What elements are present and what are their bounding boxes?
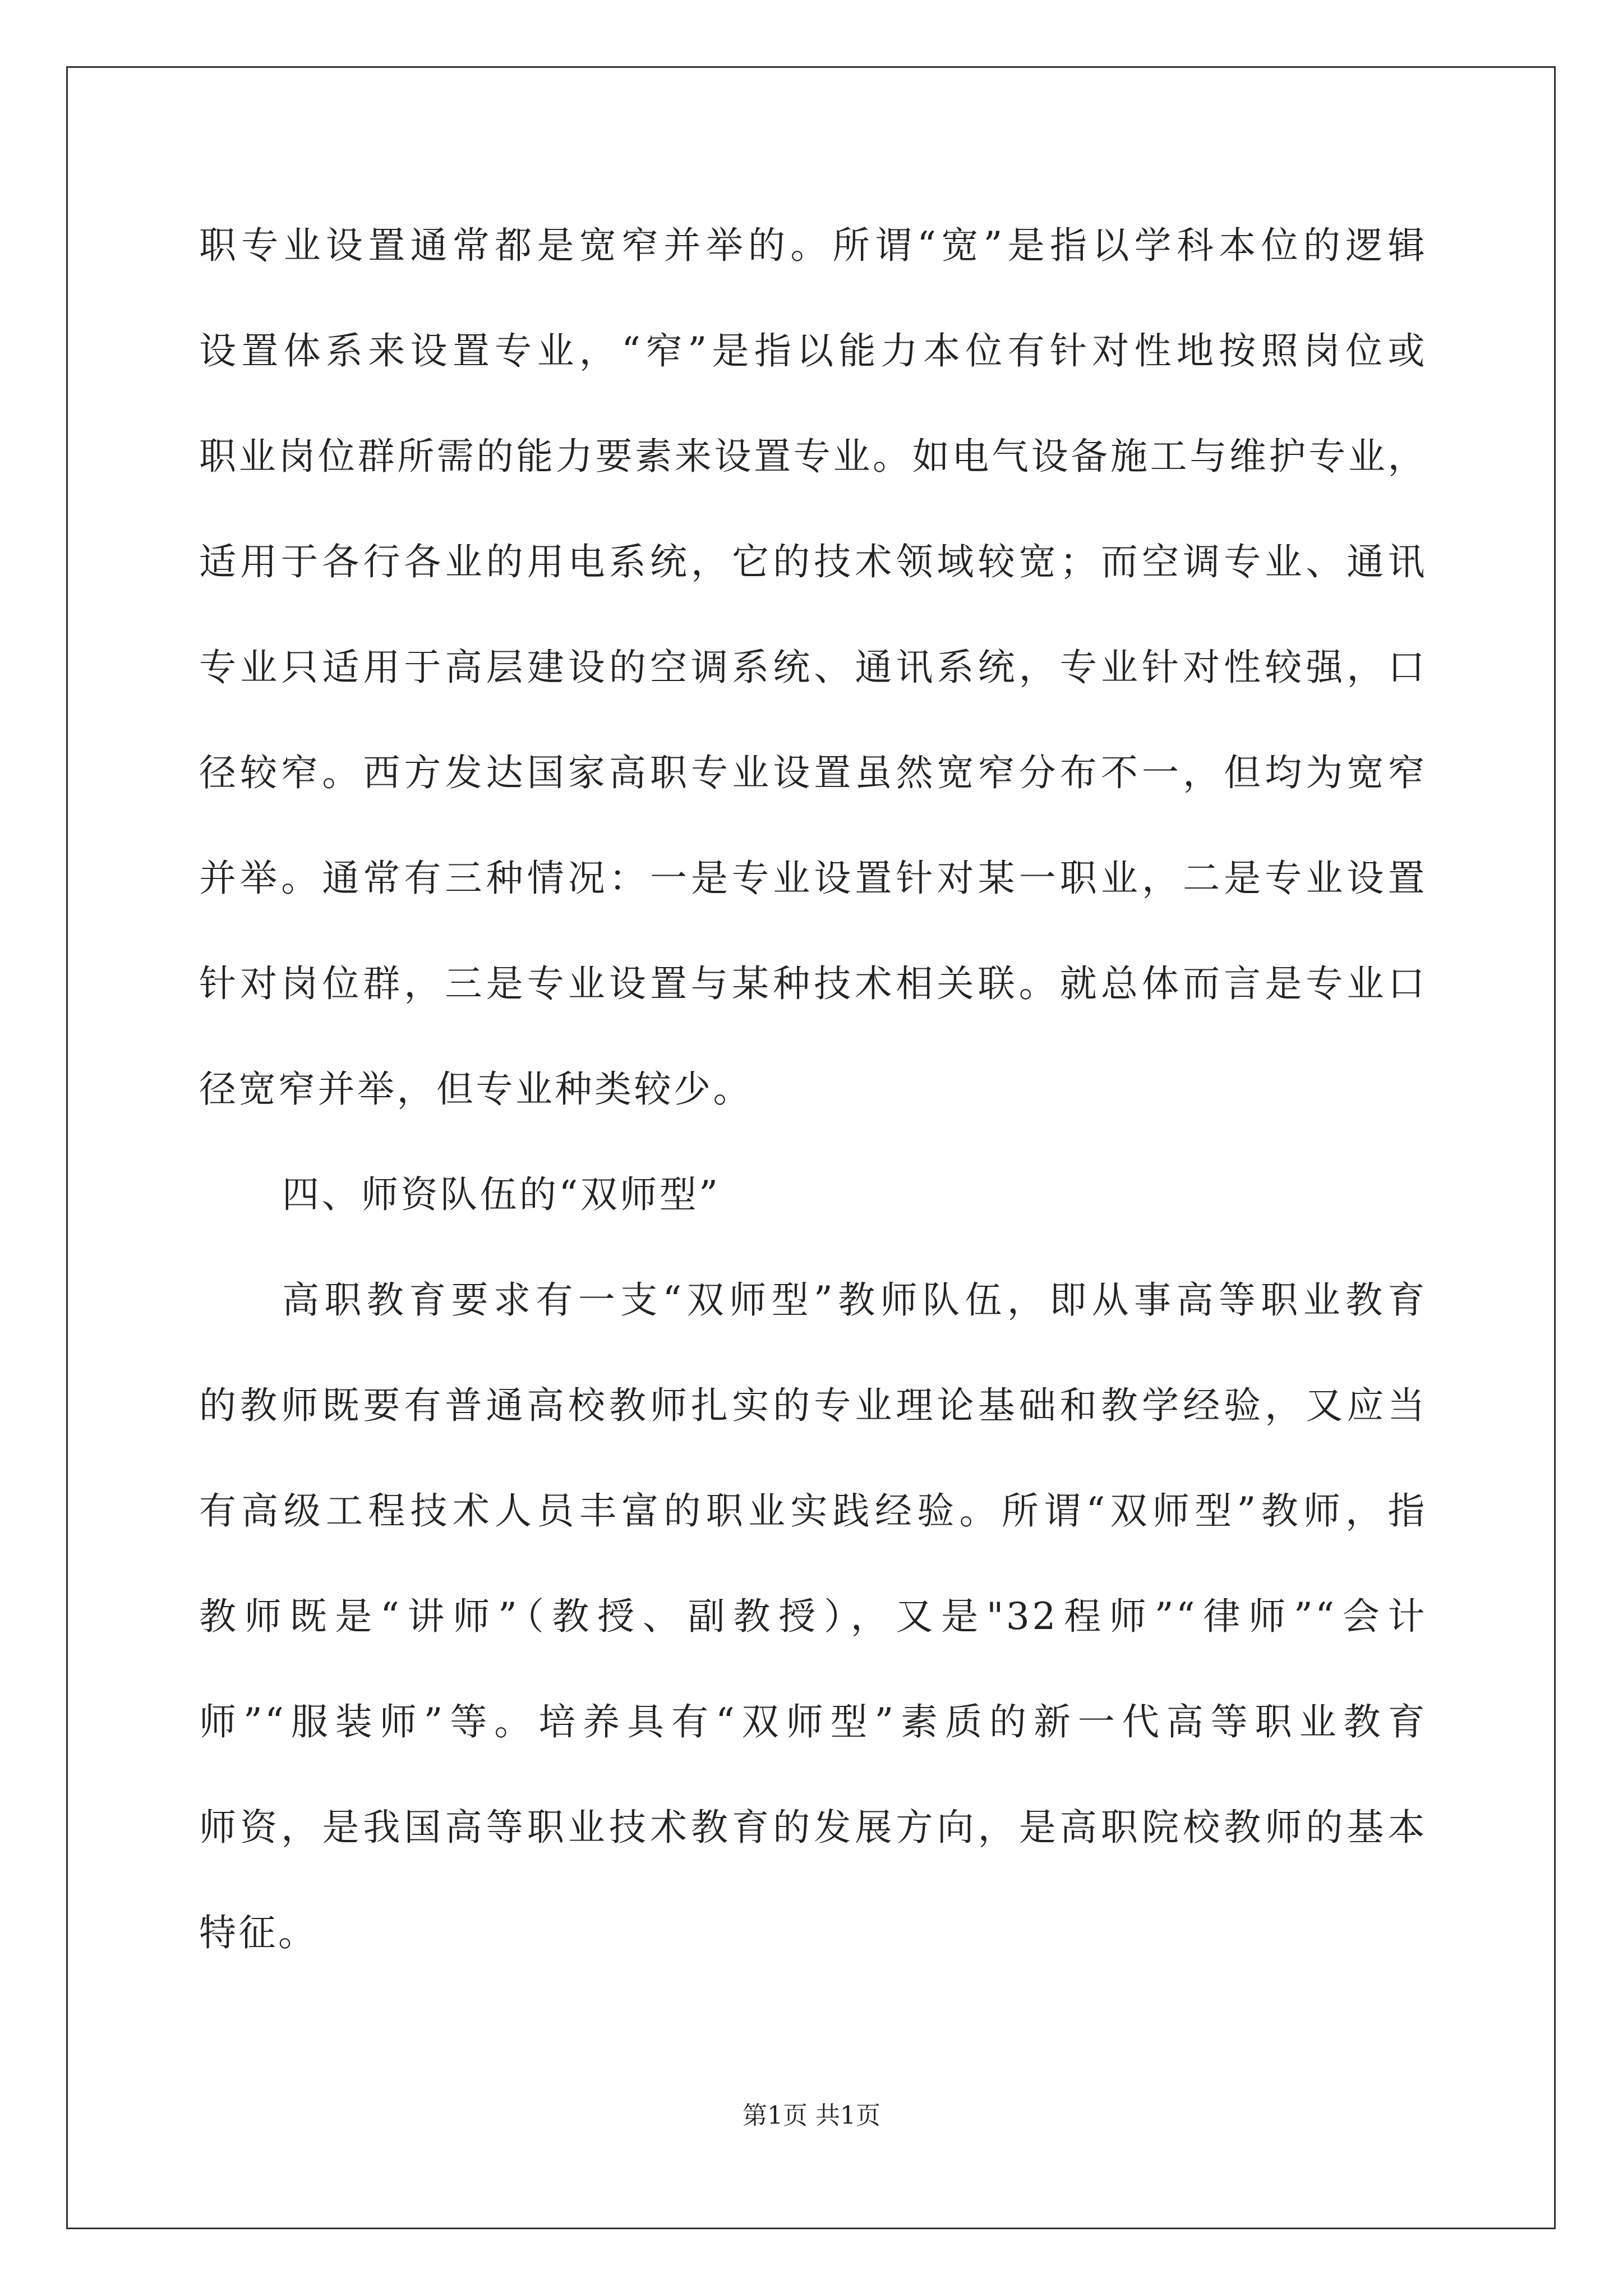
text-line: 的教师既要有普通高校教师扎实的专业理论基础和教学经验，又应当 xyxy=(199,1384,1427,1427)
text-line: 师资，是我国高等职业技术教育的发展方向，是高职院校教师的基本 xyxy=(199,1806,1427,1849)
text-line: 径较窄。西方发达国家高职专业设置虽然宽窄分布不一，但均为宽窄 xyxy=(199,751,1427,794)
text-line: 师”“服装师”等。培养具有“双师型”素质的新一代高等职业教育 xyxy=(199,1700,1427,1743)
text-line: 职专业设置通常都是宽窄并举的。所谓“宽”是指以学科本位的逻辑 xyxy=(199,224,1427,267)
text-line: 特征。 xyxy=(199,1911,318,1954)
text-line: 有高级工程技术人员丰富的职业实践经验。所谓“双师型”教师，指 xyxy=(199,1489,1427,1533)
paragraph-start-line: 四、师资队伍的“双师型” xyxy=(282,1173,721,1216)
text-line: 职业岗位群所需的能力要素来设置专业。如电气设备施工与维护专业， xyxy=(199,435,1427,478)
document-body xyxy=(199,215,1427,2008)
text-line: 并举。通常有三种情况：一是专业设置针对某一职业，二是专业设置 xyxy=(199,857,1427,900)
paragraph-start-line: 高职教育要求有一支“双师型”教师队伍，即从事高等职业教育 xyxy=(282,1278,1427,1322)
page-number-footer: 第1页 共1页 xyxy=(743,2101,880,2130)
text-line: 针对岗位群，三是专业设置与某种技术相关联。就总体而言是专业口 xyxy=(199,962,1427,1005)
text-line: 专业只适用于高层建设的空调系统、通讯系统，专业针对性较强，口 xyxy=(199,646,1427,689)
text-line: 径宽窄并举，但专业种类较少。 xyxy=(199,1068,753,1111)
text-line: 设置体系来设置专业，“窄”是指以能力本位有针对性地按照岗位或 xyxy=(199,329,1427,372)
text-line: 适用于各行各业的用电系统，它的技术领域较宽；而空调专业、通讯 xyxy=(199,540,1427,583)
text-line: 教师既是“讲师”（教授、副教授），又是"32程师”“律师”“会计 xyxy=(199,1595,1427,1638)
